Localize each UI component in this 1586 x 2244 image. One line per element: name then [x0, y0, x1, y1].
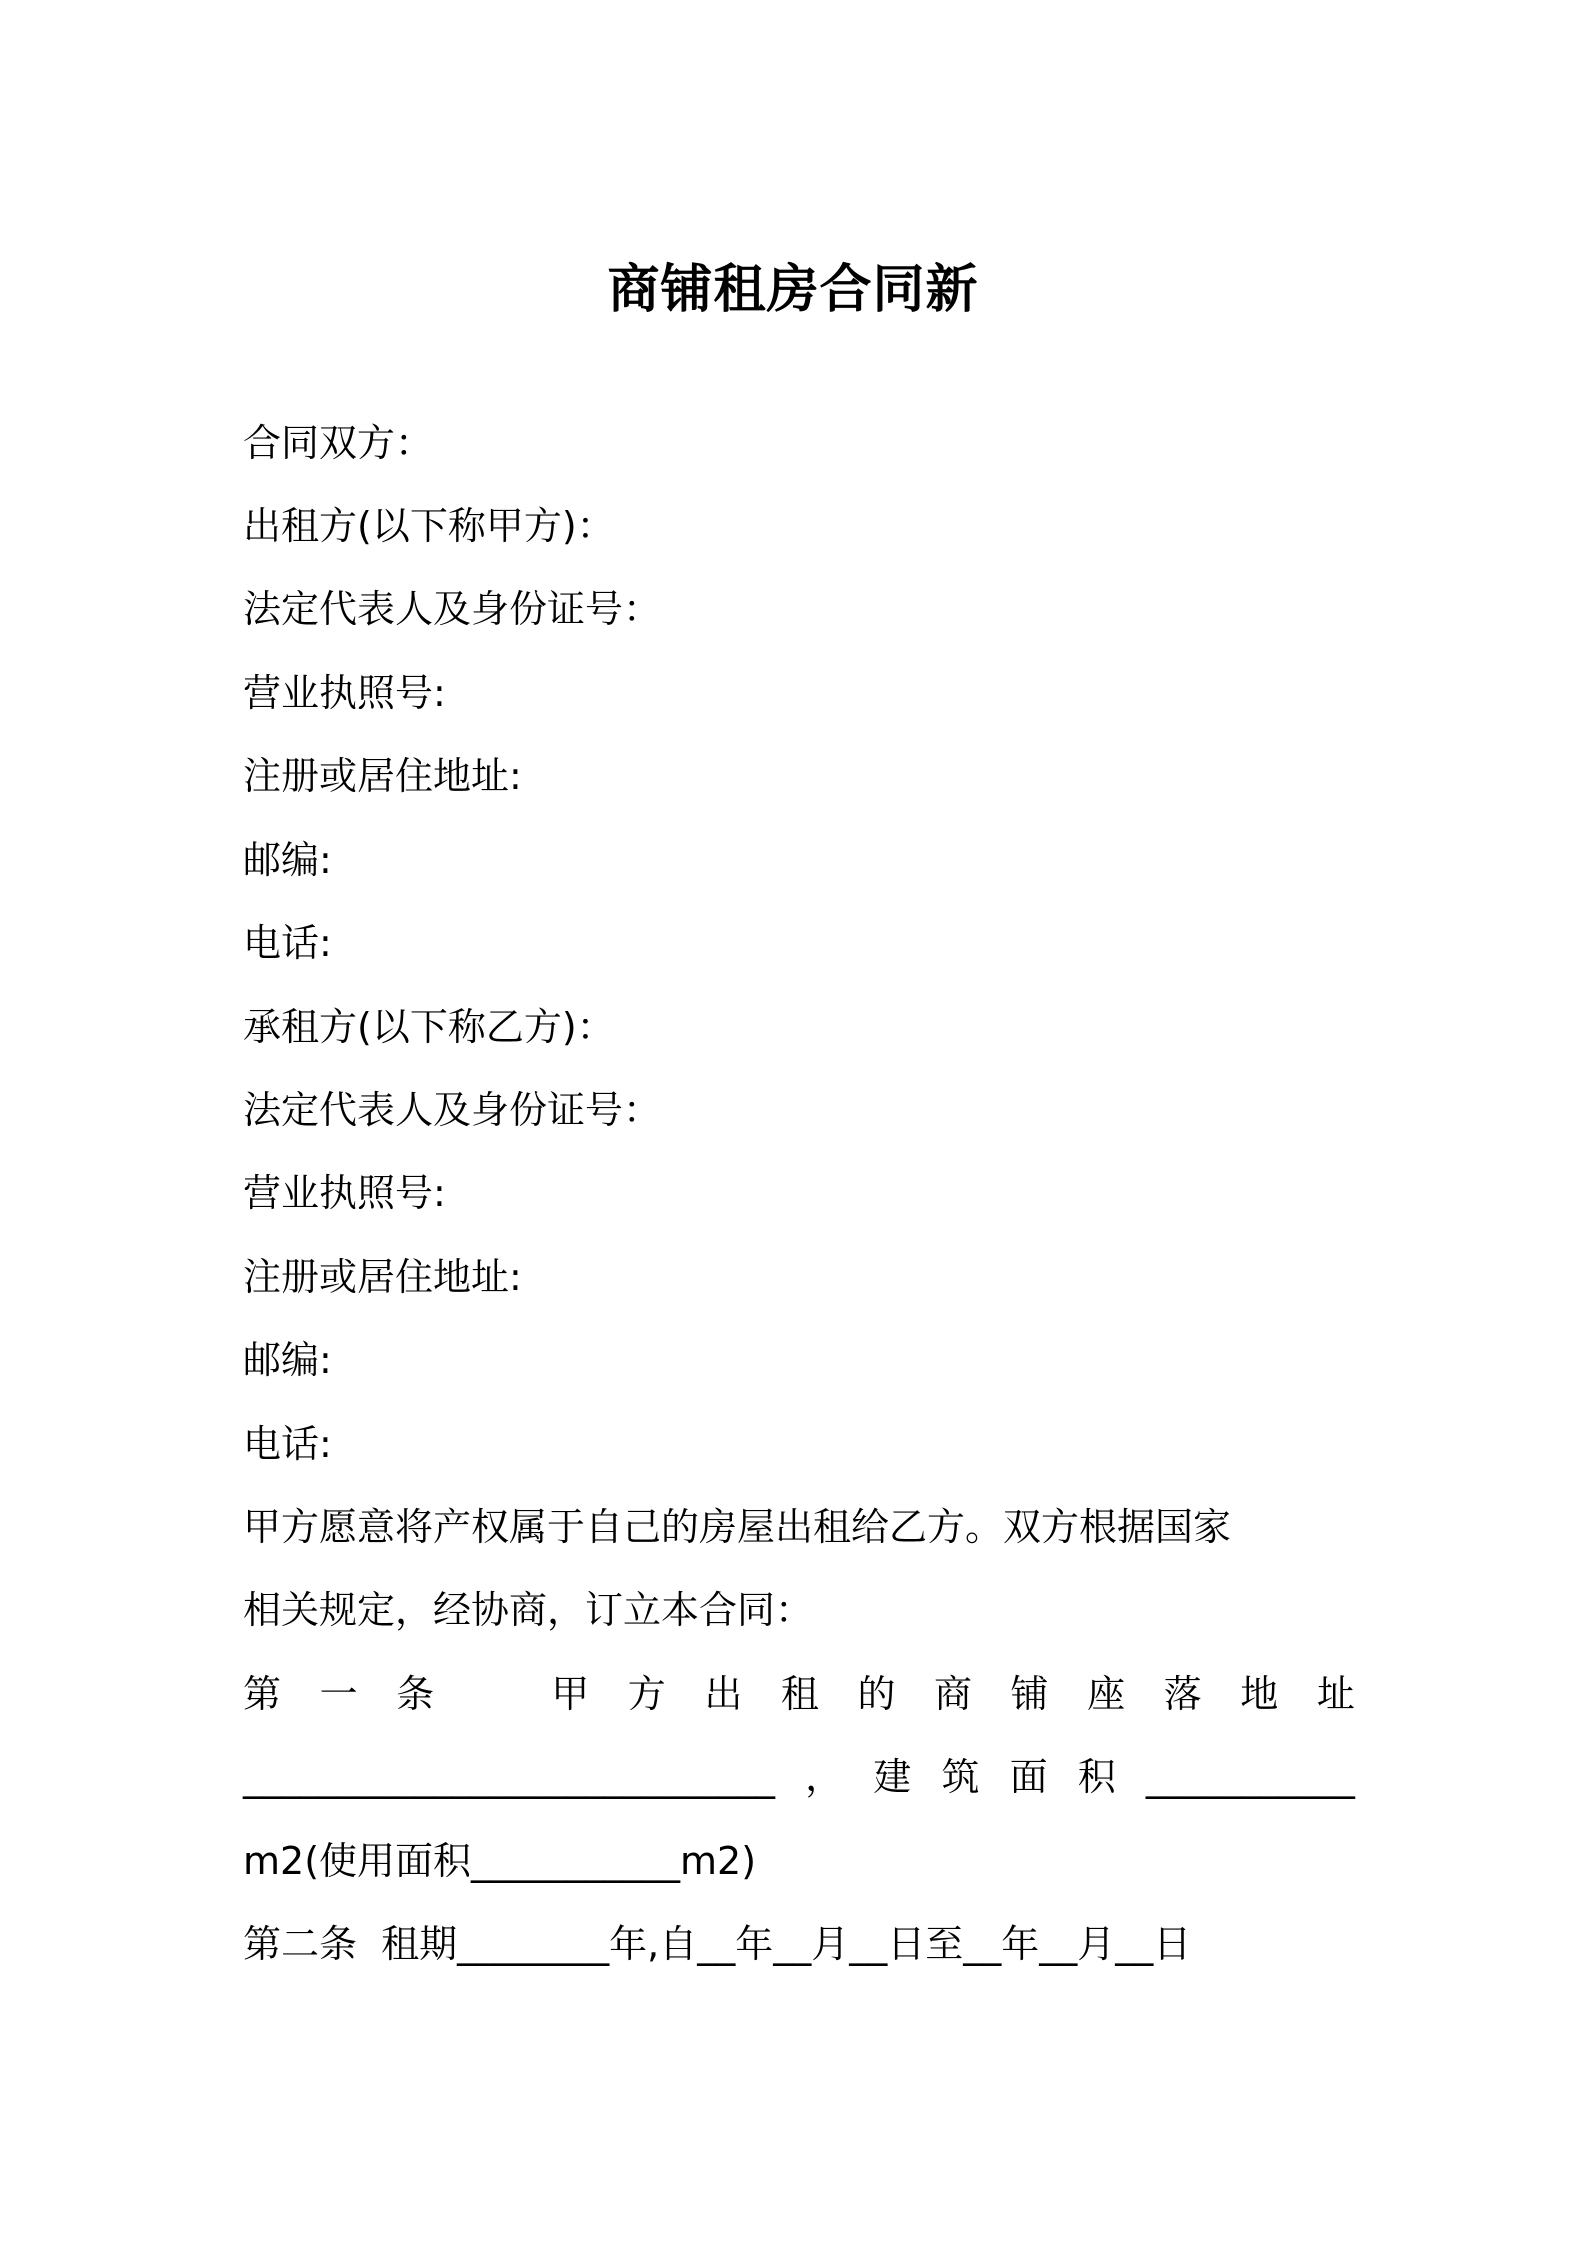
article1-char: 租 [780, 1672, 819, 1716]
article1-line2 [243, 1750, 1355, 1804]
article1-line1 [243, 1667, 1355, 1721]
article1-char: 甲 [551, 1672, 590, 1716]
article1-char: 积 [1077, 1755, 1116, 1799]
article1-char: 落 [1163, 1672, 1202, 1716]
article1-char: 座 [1087, 1672, 1126, 1716]
article1-char: 出 [704, 1672, 743, 1716]
lessee-phone: 电话: [243, 1422, 332, 1466]
lessor-license: 营业执照号: [243, 671, 446, 715]
article1-char: 建 [873, 1755, 912, 1799]
article1-char: 筑 [941, 1755, 980, 1799]
parties-heading: 合同双方： [243, 421, 434, 465]
article1-char: 的 [857, 1672, 896, 1716]
lessee-label: 承租方(以下称乙方)： [243, 1005, 615, 1049]
article1-char: 址 [1316, 1672, 1355, 1716]
article1-char: 商 [934, 1672, 973, 1716]
lessor-rep-id: 法定代表人及身份证号： [243, 587, 662, 631]
lessee-postcode: 邮编: [243, 1338, 332, 1382]
article2-line: 第二条 租期________年,自__年__月__日至__年__月__日 [243, 1922, 1192, 1966]
article1-comma: ， [805, 1755, 844, 1799]
lessor-label: 出租方(以下称甲方)： [243, 504, 615, 548]
lessee-license: 营业执照号: [243, 1171, 446, 1215]
article1-char: 方 [627, 1672, 666, 1716]
document-title: 商铺租房合同新 [607, 260, 979, 320]
lessor-address: 注册或居住地址: [243, 754, 522, 798]
area-blank: ___________ [1145, 1755, 1355, 1799]
intro-paragraph-line1: 甲方愿意将产权属于自己的房屋出租给乙方。双方根据国家 [243, 1505, 1232, 1549]
article1-char: 地 [1240, 1672, 1279, 1716]
address-blank: ____________________________ [243, 1755, 775, 1799]
intro-paragraph-line2: 相关规定，经协商，订立本合同： [243, 1588, 814, 1632]
article1-line3: m2(使用面积___________m2) [243, 1839, 757, 1883]
article1-char: 一 [319, 1672, 358, 1716]
article1-char: 条 [396, 1672, 435, 1716]
lessee-rep-id: 法定代表人及身份证号： [243, 1088, 662, 1132]
article1-char: 第 [243, 1672, 282, 1716]
lessee-address: 注册或居住地址: [243, 1255, 522, 1299]
article1-char: 面 [1009, 1755, 1048, 1799]
lessor-postcode: 邮编: [243, 838, 332, 882]
article1-char: 铺 [1010, 1672, 1049, 1716]
lessor-phone: 电话: [243, 921, 332, 965]
